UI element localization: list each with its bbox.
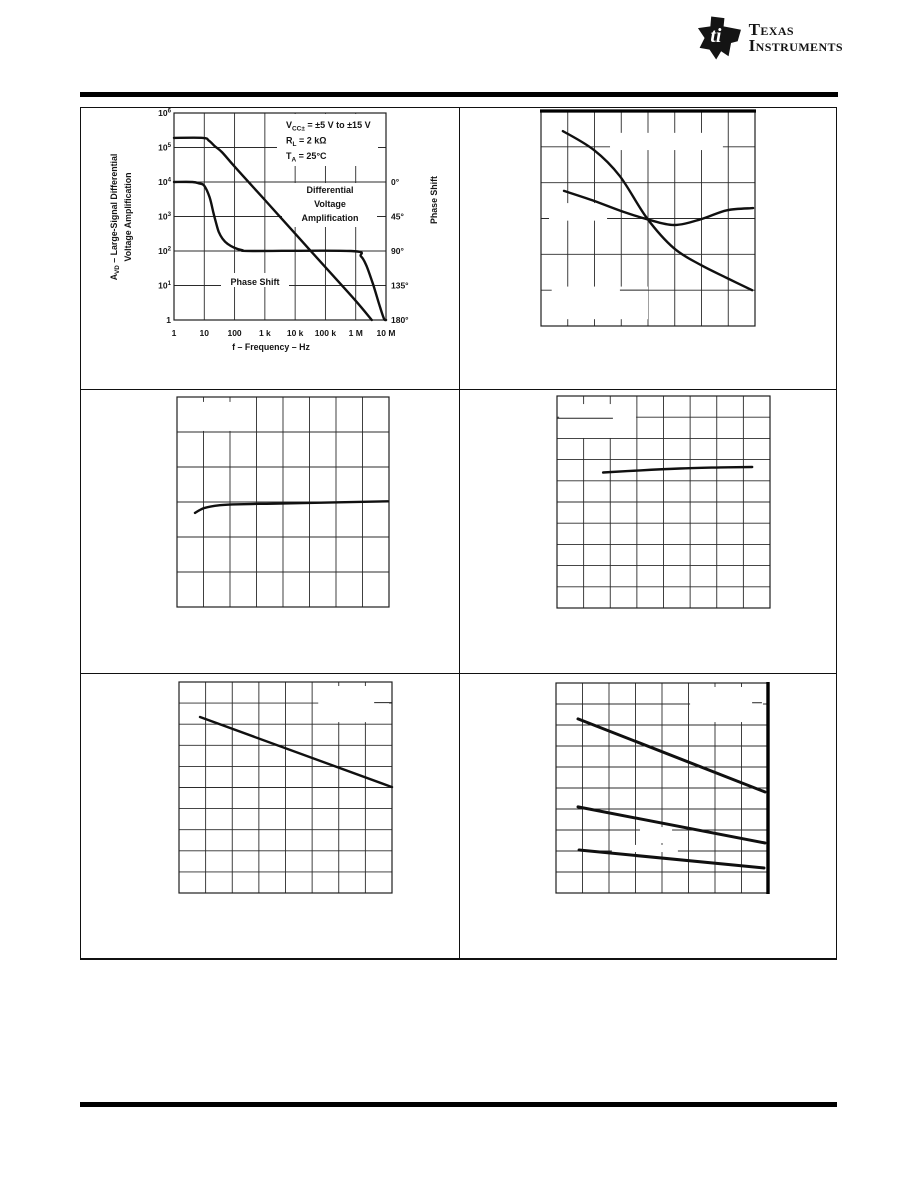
svg-text:100 k: 100 k — [314, 328, 337, 338]
svg-text:10: 10 — [199, 328, 210, 338]
svg-text:Phase Shift: Phase Shift — [429, 176, 439, 224]
svg-text:102: $10^2$ — [158, 245, 171, 256]
texas-state-ti-bug-icon — [693, 13, 743, 63]
svg-text:Amplification: Amplification — [301, 213, 359, 223]
svg-text:104: $10^4$ — [158, 176, 171, 187]
chart-faded-middle-right — [550, 390, 780, 618]
svg-text:180°: 180° — [391, 315, 409, 325]
svg-text:1 M: 1 M — [348, 328, 363, 338]
chart-faded-top-right — [535, 105, 767, 337]
svg-text:10 M: 10 M — [376, 328, 396, 338]
svg-text:f – Frequency – Hz: f – Frequency – Hz — [232, 342, 310, 352]
chart-faded-bottom-left — [172, 676, 402, 904]
top-rule — [80, 92, 838, 97]
table-row-divider-2 — [81, 673, 836, 675]
svg-text:101: $10^1$ — [158, 280, 171, 291]
svg-text:Phase Shift: Phase Shift — [230, 277, 280, 287]
logo-wordmark — [749, 13, 843, 54]
svg-text:Voltage Amplification: Voltage Amplification — [123, 172, 133, 262]
svg-text:VCC± = ±5 V to ±15 V: $V_{CC\pm} = \pm 5$ V to ±15 V — [286, 120, 371, 133]
svg-text:106: $10^6$ — [158, 107, 171, 118]
svg-text:1 k: 1 k — [258, 328, 271, 338]
svg-text:TA = 25°C: $T_A = 25^\circ C$ — [286, 151, 327, 164]
svg-text:45°: 45° — [391, 211, 404, 222]
svg-text:RL = 2 kΩ: $R_L = 2$ kΩ — [286, 135, 327, 148]
svg-text:105: $10^5$ — [158, 142, 171, 153]
logo-word-texas: Texas — [748, 20, 794, 39]
table-vertical-divider — [459, 108, 461, 958]
svg-text:Voltage: Voltage — [314, 199, 346, 209]
ti-logo — [693, 13, 843, 69]
svg-text:135°: 135° — [391, 280, 409, 291]
svg-text:0°: 0° — [391, 177, 400, 187]
svg-text:AVD – Large-Signal Differentia: $A_{VD}$ – Large-Signal Differential — [109, 153, 122, 281]
chart-faded-bottom-right — [549, 677, 779, 903]
svg-text:100: 100 — [227, 328, 242, 338]
logo-word-instruments: Instruments — [748, 36, 843, 55]
bottom-rule — [80, 1102, 837, 1107]
chart-faded-middle-left — [170, 390, 400, 618]
svg-text:10 k: 10 k — [286, 328, 304, 338]
svg-text:ti: ti — [710, 25, 722, 48]
svg-text:Differential: Differential — [306, 185, 354, 195]
svg-text:1: 1 — [171, 328, 177, 338]
svg-text:1: 1 — [166, 315, 171, 325]
svg-text:90°: 90° — [391, 246, 404, 256]
svg-text:103: $10^3$ — [158, 211, 171, 222]
chart-avd-gain-phase-vs-frequency — [95, 105, 457, 363]
